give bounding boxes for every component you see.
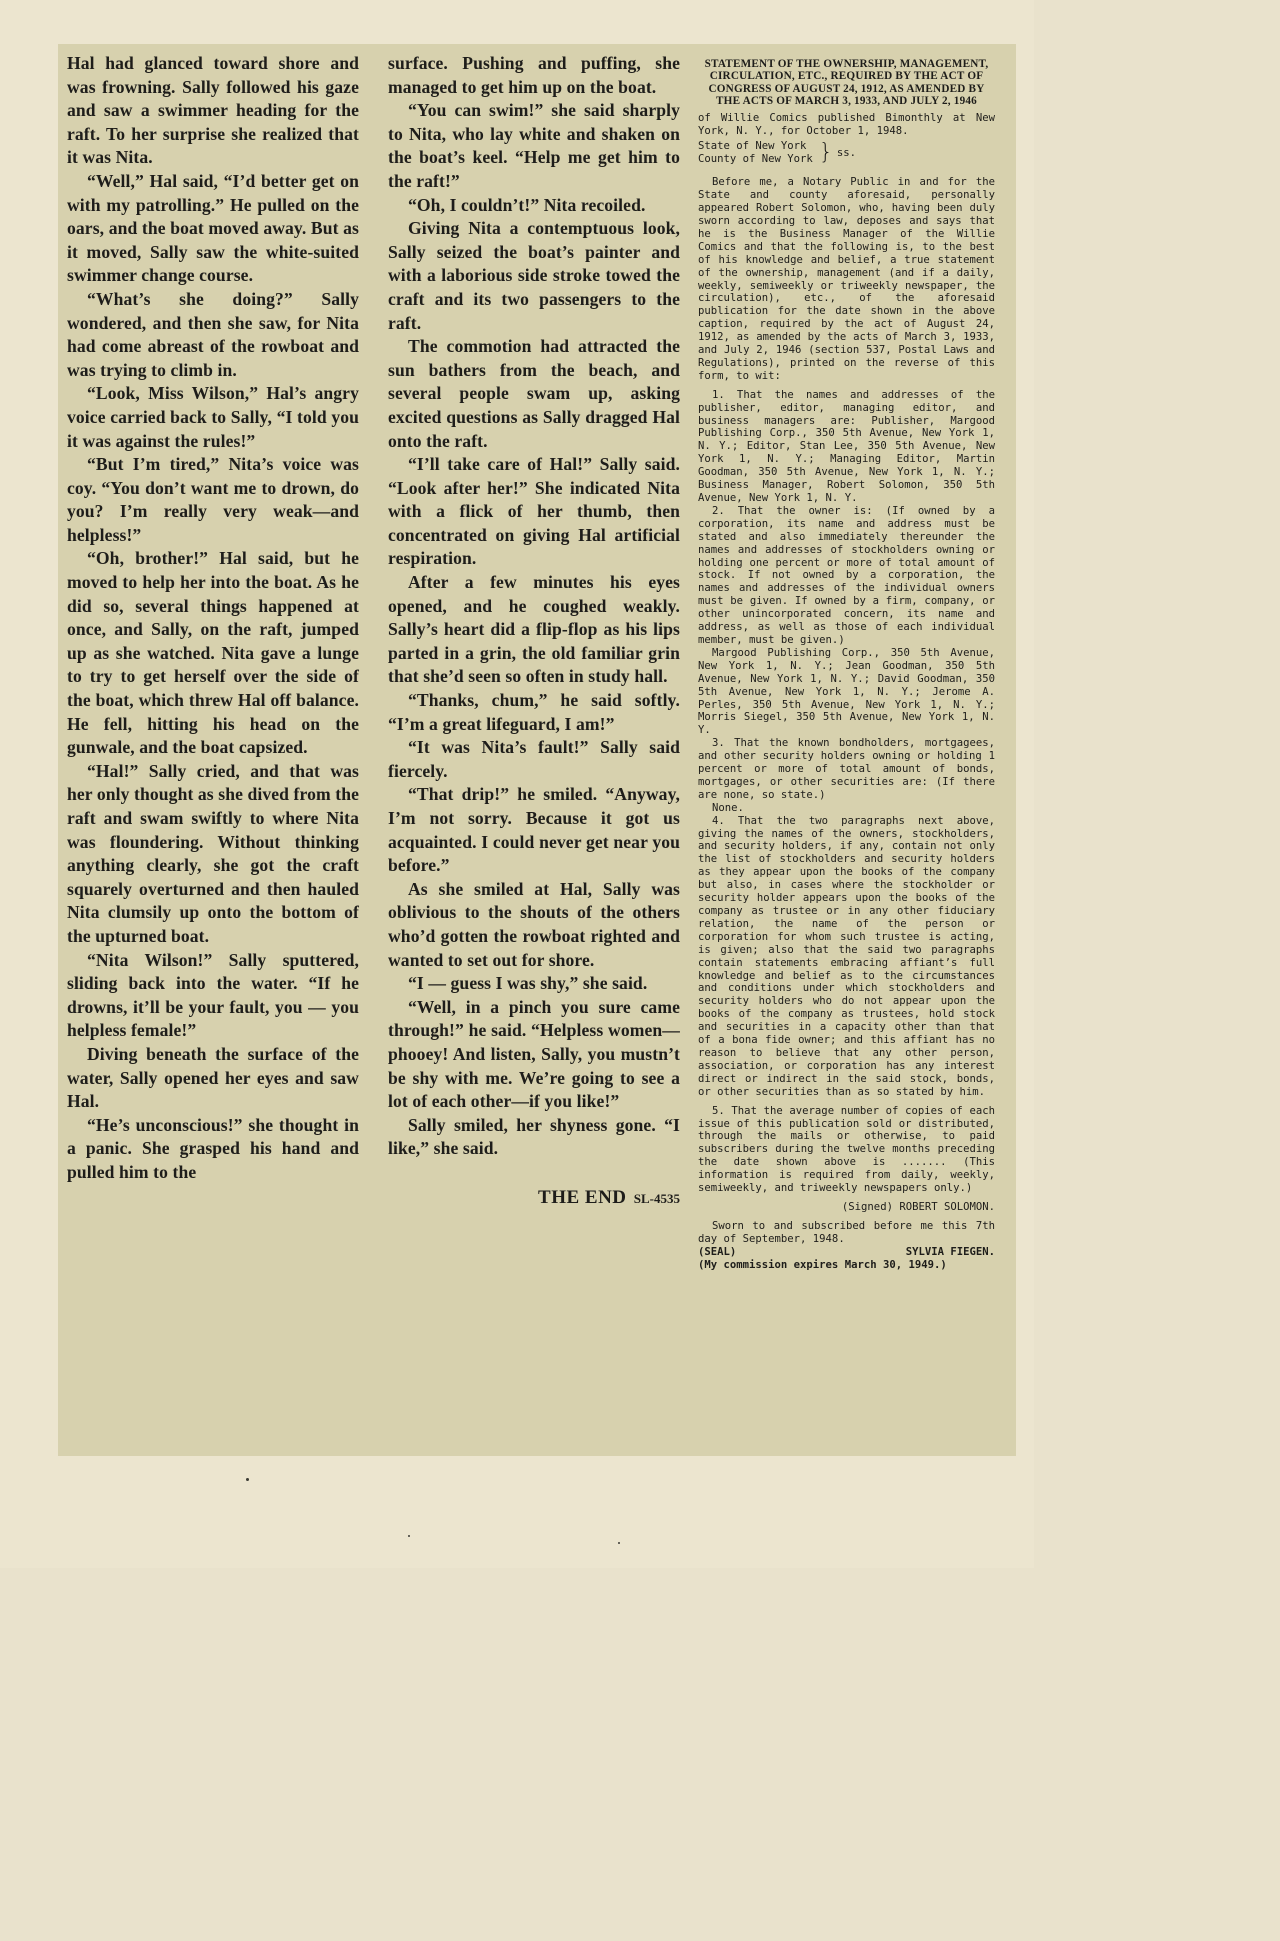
ownership-statement — [698, 58, 995, 1271]
story-paragraph: Hal had glanced toward shore and was frowning. Sally followed his gaze and saw a swimmer heading for the raft. To her surprise she realized that it was Nita. — [67, 53, 359, 168]
statement-signature: (Signed) ROBERT SOLOMON. — [841, 1200, 995, 1213]
story-paragraph: “You can swim!” she said sharply to Nita, who lay white and shaken on the boat’s keel. “Help me get him to the raft!” — [388, 100, 680, 191]
statement-none: None. — [712, 801, 744, 814]
story-paragraph: “It was Nita’s fault!” Sally said fiercely. — [388, 737, 680, 781]
venue-ss: ss. — [836, 146, 856, 159]
seal-row — [698, 1246, 995, 1259]
story-paragraph: “I’ll take care of Hal!” Sally said. “Look after her!” She indicated Nita with a flick of her thumb, then concentrated on giving Hal artificial respiration. — [388, 454, 680, 569]
statement-item-4: 4. That the two paragraphs next above, giving the names of the owners, stockholders, and security holders, if any, contain not only the list of stockholders and security holders as they appear upon the books of the company but also, in cases where the stockholder or security holder appears upon the books of the company as trustee or in any other fiduciary relation, the name of the person or corporation for whom such trustee is acting, is given; also that the said two paragraphs contain statements embracing affiant’s full knowledge and belief as to the circumstances and conditions under which stockholders and security holders who do not appear upon the books of the company as trustees, hold stock and securities in a capacity other than that of a bona fide owner; and this affiant has no reason to believe that any other person, association, or corporation has any interest direct or indirect in the said stock, bonds, or other securities than as so stated by him. — [698, 814, 995, 1098]
statement-item-5: 5. That the average number of copies of each issue of this publication sold or distributed, through the mails or otherwise, to paid subscribers during the twelve months preceding the date shown above is ....... (This information is required from daily, weekly, semiweekly, and triweekly newspapers only.) — [698, 1104, 995, 1195]
story-paragraph: “But I’m tired,” Nita’s voice was coy. “You don’t want me to drown, do you? I’m really very weak—and helpless!” — [67, 454, 359, 545]
story-paragraph: “Thanks, chum,” he said softly. “I’m a great lifeguard, I am!” — [388, 690, 680, 734]
statement-item-2-owners: Margood Publishing Corp., 350 5th Avenue, New York 1, N. Y.; Jean Goodman, 350 5th Avenue, New York 1, N. Y.; David Goodman, 350 5th Avenue, New York 1, N. Y.; Jerome A. Perles, 350 5th Avenue, New York 1, N. Y.; Morris Siegel, 350 5th Avenue, New York 1, N. Y. — [698, 646, 995, 737]
story-paragraph: “That drip!” he smiled. “Anyway, I’m not sorry. Because it got us acquainted. I could never get near you before.” — [388, 784, 680, 876]
the-end-label: THE END — [538, 1186, 627, 1208]
story-paragraph: surface. Pushing and puffing, she managed to get him up on the boat. — [388, 53, 680, 97]
story-column-1 — [67, 52, 359, 1185]
statement-intro: of Willie Comics published Bimonthly at New York, N. Y., for October 1, 1948. — [698, 111, 995, 137]
story-code: SL-4535 — [633, 1190, 680, 1206]
venue-block — [698, 140, 995, 166]
story-paragraph: “Look, Miss Wilson,” Hal’s angry voice carried back to Sally, “I told you it was against the rules!” — [67, 383, 359, 451]
story-paragraph: “Oh, I couldn’t!” Nita recoiled. — [408, 194, 646, 215]
commission-expiry: (My commission expires March 30, 1949.) — [698, 1258, 947, 1271]
print-speck — [618, 1542, 620, 1544]
story-paragraph: Diving beneath the surface of the water, Sally opened her eyes and saw Hal. — [67, 1043, 359, 1112]
story-paragraph: “Well, in a pinch you sure came through!” he said. “Helpless women—phooey! And listen, Sally, you mustn’t be shy with me. We’re going to see a lot of each other—if you like!” — [388, 996, 680, 1112]
story-paragraph: “What’s she doing?” Sally wondered, and then she saw, for Nita had come abreast of the rowboat and was trying to climb in. — [67, 288, 359, 380]
statement-item-3: 3. That the known bondholders, mortgagees, and other security holders owning or holding 1 percent or more of total amount of bonds, mortgages, or other securities are: (If there are none, so state.) — [698, 737, 995, 801]
print-speck — [246, 1478, 249, 1481]
story-paragraph: “Hal!” Sally cried, and that was her only thought as she dived from the raft and swam swiftly to where Nita was floundering. Without thinking anything clearly, she got the craft squarely overturned and then hauled Nita clumsily up onto the bottom of the upturned boat. — [67, 760, 360, 946]
statement-heading: STATEMENT OF THE OWNERSHIP, MANAGEMENT, CIRCULATION, ETC., REQUIRED BY THE ACT OF CONGRESS OF AUGUST 24, 1912, AS AMENDED BY THE ACTS OF MARCH 3, 1933, AND JULY 2, 1946 — [704, 58, 989, 108]
story-paragraph: “I — guess I was shy,” she said. — [408, 973, 648, 994]
venue-county: County of New York — [698, 153, 813, 166]
story-paragraph: The commotion had attracted the sun bathers from the beach, and several people swam up, asking excited questions as Sally dragged Hal onto the raft. — [388, 336, 680, 451]
print-speck — [408, 1535, 410, 1537]
seal-label: (SEAL) — [698, 1245, 737, 1258]
statement-sworn: Sworn to and subscribed before me this 7th day of September, 1948. — [698, 1219, 995, 1245]
statement-item-2: 2. That the owner is: (If owned by a corporation, its name and address must be stated and also immediately thereunder the names and addresses of stockholders owning or holding one percent or more of total amount of stock. If not owned by a corporation, the names and addresses of the individual owners must be given. If owned by a firm, company, or other unincorporated concern, its name and address, as well as those of each individual member, must be given.) — [698, 504, 995, 646]
story-paragraph: Sally smiled, her shyness gone. “I like,” she said. — [388, 1114, 680, 1159]
venue-state: State of New York — [698, 140, 807, 153]
story-paragraph: Giving Nita a contemptuous look, Sally seized the boat’s painter and with a laborious side stroke towed the craft and its two passengers to the raft. — [388, 218, 680, 333]
statement-item-1: 1. That the names and addresses of the publisher, editor, managing editor, and business managers are: Publisher, Margood Publishing Corp., 350 5th Avenue, New York 1, N. Y.; Editor, Stan Lee, 350 5th Avenue, New York 1, N. Y.; Managing Editor, Martin Goodman, 350 5th Avenue, New York 1, N. Y.; Business Manager, Robert Solomon, 350 5th Avenue, New York 1, N. Y. — [698, 388, 995, 504]
notary-name: SYLVIA FIEGEN. — [905, 1245, 995, 1258]
statement-body: Before me, a Notary Public in and for the State and county aforesaid, personally appeared Robert Solomon, who, having been duly sworn according to law, deposes and says that he is the Business Manager of the Willie Comics and that the following is, to the best of his knowledge and belief, a true statement of the ownership, management (and if a daily, weekly, semiweekly or triweekly newspaper, the circulation), etc., of the aforesaid publication for the date shown in the above caption, required by the act of August 24, 1912, as amended by the acts of March 3, 1933, and July 2, 1946 (section 537, Postal Laws and Regulations), printed on the reverse of this form, to wit: — [698, 176, 995, 382]
story-paragraph: After a few minutes his eyes opened, and he coughed weakly. Sally’s heart did a flip-flop as his lips parted in a grin, the old familiar grin that she’d seen so often in study hall. — [388, 572, 680, 687]
story-paragraph: “He’s unconscious!” she thought in a panic. She grasped his hand and pulled him to the — [67, 1114, 359, 1182]
story-paragraph: “Nita Wilson!” Sally sputtered, sliding back into the water. “If he drowns, it’ll be your fault, you — you helpless female!” — [67, 949, 359, 1041]
brace-glyph: } — [818, 140, 833, 166]
story-column-2 — [388, 52, 680, 1209]
story-paragraph: As she smiled at Hal, Sally was oblivious to the shouts of the others who’d gotten the rowboat righted and wanted to set out for shore. — [388, 878, 680, 970]
story-paragraph: “Oh, brother!” Hal said, but he moved to help her into the boat. As he did so, several things happened at once, and Sally, on the raft, jumped up as she watched. Nita gave a lunge to try to get herself over the side of the boat, which threw Hal off balance. He fell, hitting his head on the gunwale, and the boat capsized. — [67, 548, 359, 758]
story-paragraph: “Well,” Hal said, “I’d better get on with my patrolling.” He pulled on the oars, and the boat moved away. But as it moved, Sally saw the white-suited swimmer change course. — [67, 170, 359, 286]
the-end-line — [388, 1187, 680, 1209]
